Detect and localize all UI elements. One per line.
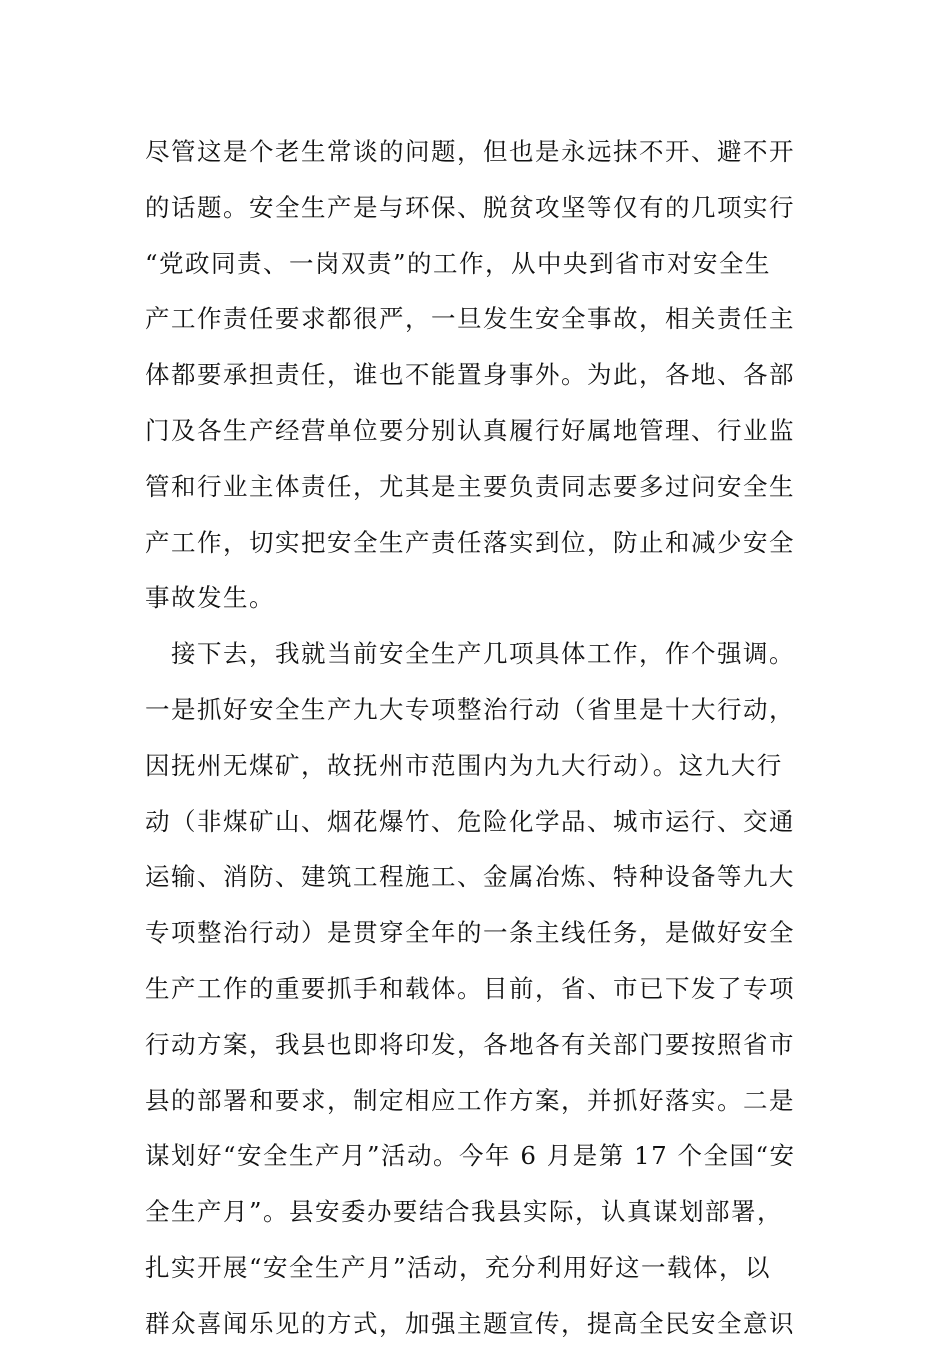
text-line: 接下去，我就当前安全生产几项具体工作，作个强调。: [145, 639, 795, 669]
text-line: 一是抓好安全生产九大专项整治行动（省里是十大行动，: [145, 694, 795, 724]
document-body: [145, 124, 807, 1352]
text-line: 尽管这是个老生常谈的问题，但也是永远抹不开、避不开: [145, 137, 795, 166]
text-line: 县的部署和要求，制定相应工作方案，并抓好落实。二是: [145, 1085, 795, 1115]
text-line: 行动方案，我县也即将印发，各地各有关部门要按照省市: [145, 1029, 795, 1059]
text-line: 产工作，切实把安全生产责任落实到位，防止和减少安全: [145, 527, 795, 557]
text-line: 群众喜闻乐见的方式，加强主题宣传，提高全民安全意识: [145, 1308, 795, 1338]
text-line: 的话题。安全生产是与环保、脱贫攻坚等仅有的几项实行: [145, 192, 795, 222]
text-line: 管和行业主体责任，尤其是主要负责同志要多过问安全生: [145, 471, 795, 501]
text-line: 门及各生产经营单位要分别认真履行好属地管理、行业监: [145, 415, 795, 445]
text-line: 因抚州无煤矿，故抚州市范围内为九大行动）。这九大行: [145, 750, 783, 780]
text-line: 全生产月”。县安委办要结合我县实际，认真谋划部署，: [145, 1197, 784, 1227]
text-line: 产工作责任要求都很严，一旦发生安全事故，相关责任主: [145, 304, 795, 334]
text-line: 生产工作的重要抓手和载体。目前，省、市已下发了专项: [145, 973, 795, 1003]
text-line: 事故发生。: [145, 583, 275, 613]
text-line: 扎实开展“安全生产月”活动，充分利用好这一载体，以: [145, 1252, 772, 1282]
text-line: 动（非煤矿山、烟花爆竹、危险化学品、城市运行、交通: [145, 806, 795, 836]
text-line: “党政同责、一岗双责”的工作，从中央到省市对安全生: [145, 248, 772, 278]
text-line: 体都要承担责任，谁也不能置身事外。为此，各地、各部: [145, 360, 795, 390]
text-line: 专项整治行动）是贯穿全年的一条主线任务，是做好安全: [145, 918, 795, 948]
text-line: 运输、消防、建筑工程施工、金属冶炼、特种设备等九大: [145, 862, 795, 892]
text-line: 谋划好“安全生产月”活动。今年 6 月是第 17 个全国“安: [145, 1141, 796, 1171]
